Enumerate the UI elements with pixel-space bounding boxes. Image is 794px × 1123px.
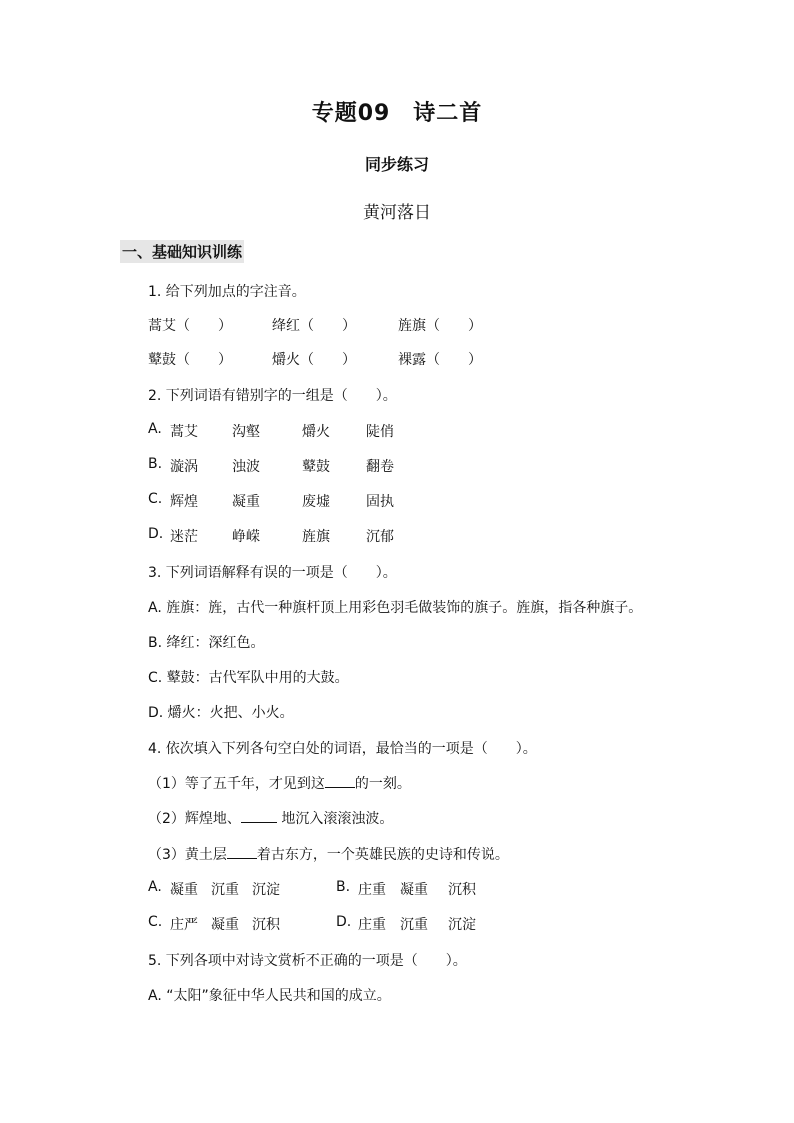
q2-option-word: 爝火 bbox=[302, 424, 330, 440]
q2-option-letter: B. bbox=[148, 456, 163, 472]
q1-item: 爝火（ ） bbox=[272, 352, 356, 368]
q2-option-word: 固执 bbox=[366, 494, 394, 510]
q2-option-word: 迷茫 bbox=[170, 529, 198, 545]
q3-option: A. 旌旗：旌，古代一种旗杆顶上用彩色羽毛做装饰的旗子。旌旗，指各种旗子。 bbox=[148, 600, 643, 616]
q4-option-word: 沉淀 bbox=[448, 917, 476, 933]
q4-sentence-1-end: 的一刻。 bbox=[354, 776, 411, 792]
q3-option: D. 爝火：火把、小火。 bbox=[148, 705, 294, 721]
question-2-stem: 2. 下列词语有错别字的一组是（ ）。 bbox=[148, 388, 397, 404]
q1-item: 鼙鼓（ ） bbox=[148, 352, 232, 368]
q4-option-word: 庄重 bbox=[358, 882, 386, 898]
q2-option-word: 漩涡 bbox=[170, 459, 198, 475]
q4-option-word: 凝重 bbox=[400, 882, 428, 898]
q1-item: 绛红（ ） bbox=[272, 318, 356, 334]
question-4-stem: 4. 依次填入下列各句空白处的词语，最恰当的一项是（ ）。 bbox=[148, 741, 537, 757]
q1-item: 旌旗（ ） bbox=[398, 318, 482, 334]
q2-option-word: 蒿艾 bbox=[170, 424, 198, 440]
q3-option: B. 绛红：深红色。 bbox=[148, 635, 265, 651]
q3-option: C. 鼙鼓：古代军队中用的大鼓。 bbox=[148, 670, 349, 686]
q4-sentence-2 bbox=[148, 808, 393, 828]
question-3-stem: 3. 下列词语解释有误的一项是（ ）。 bbox=[148, 565, 397, 581]
question-5-stem: 5. 下列各项中对诗文赏析不正确的一项是（ ）。 bbox=[148, 953, 467, 969]
q4-option-word: 沉重 bbox=[400, 917, 428, 933]
q2-option-word: 沉郁 bbox=[366, 529, 394, 545]
q2-option-letter: A. bbox=[148, 421, 162, 437]
q4-sentence-2-end: 地沉入滚滚浊波。 bbox=[276, 811, 394, 827]
q4-sentence-3 bbox=[148, 844, 509, 864]
q2-option-word: 陡俏 bbox=[366, 424, 394, 440]
q4-option-word: 沉积 bbox=[252, 917, 280, 933]
q2-option-word: 浊波 bbox=[232, 459, 260, 475]
q4-option-word: 庄严 bbox=[170, 917, 198, 933]
page-title: 专题09 诗二首 bbox=[311, 101, 483, 126]
q2-option-word: 废墟 bbox=[302, 494, 330, 510]
q2-option-word: 峥嵘 bbox=[232, 529, 260, 545]
q2-option-word: 翻卷 bbox=[366, 459, 394, 475]
q5-option: A. “太阳”象征中华人民共和国的成立。 bbox=[148, 988, 391, 1004]
q4-option-letter: D. bbox=[336, 914, 352, 930]
q2-option-word: 旌旗 bbox=[302, 529, 330, 545]
q4-option-letter: A. bbox=[148, 879, 162, 895]
q4-option-word: 庄重 bbox=[358, 917, 386, 933]
q4-option-letter: C. bbox=[148, 914, 163, 930]
q2-option-word: 鼙鼓 bbox=[302, 459, 330, 475]
q4-option-word: 凝重 bbox=[170, 882, 198, 898]
q2-option-letter: D. bbox=[148, 526, 164, 542]
poem-title: 黄河落日 bbox=[363, 203, 431, 223]
q2-option-letter: C. bbox=[148, 491, 163, 507]
q2-option-word: 辉煌 bbox=[170, 494, 198, 510]
q2-option-word: 沟壑 bbox=[232, 424, 260, 440]
section-heading: 一、基础知识训练 bbox=[120, 240, 244, 263]
q4-sentence-3-start: （3）黄土层 bbox=[148, 847, 227, 863]
fill-in-blank[interactable] bbox=[241, 808, 277, 823]
q2-option-word: 凝重 bbox=[232, 494, 260, 510]
q4-sentence-3-end: 着古东方，一个英雄民族的史诗和传说。 bbox=[256, 847, 509, 863]
page-subtitle: 同步练习 bbox=[364, 155, 429, 174]
fill-in-blank[interactable] bbox=[325, 773, 355, 788]
q1-item: 蒿艾（ ） bbox=[148, 318, 232, 334]
q4-sentence-1 bbox=[148, 773, 411, 793]
fill-in-blank[interactable] bbox=[227, 844, 257, 859]
q4-option-letter: B. bbox=[336, 879, 351, 895]
q4-option-word: 沉淀 bbox=[252, 882, 280, 898]
question-1-stem: 1. 给下列加点的字注音。 bbox=[148, 284, 306, 300]
q1-item: 裸露（ ） bbox=[398, 352, 482, 368]
q4-sentence-2-start: （2）辉煌地、 bbox=[148, 811, 241, 827]
q4-option-word: 凝重 bbox=[211, 917, 239, 933]
q4-option-word: 沉重 bbox=[211, 882, 239, 898]
q4-option-word: 沉积 bbox=[448, 882, 476, 898]
q4-sentence-1-start: （1）等了五千年，才见到这 bbox=[148, 776, 325, 792]
